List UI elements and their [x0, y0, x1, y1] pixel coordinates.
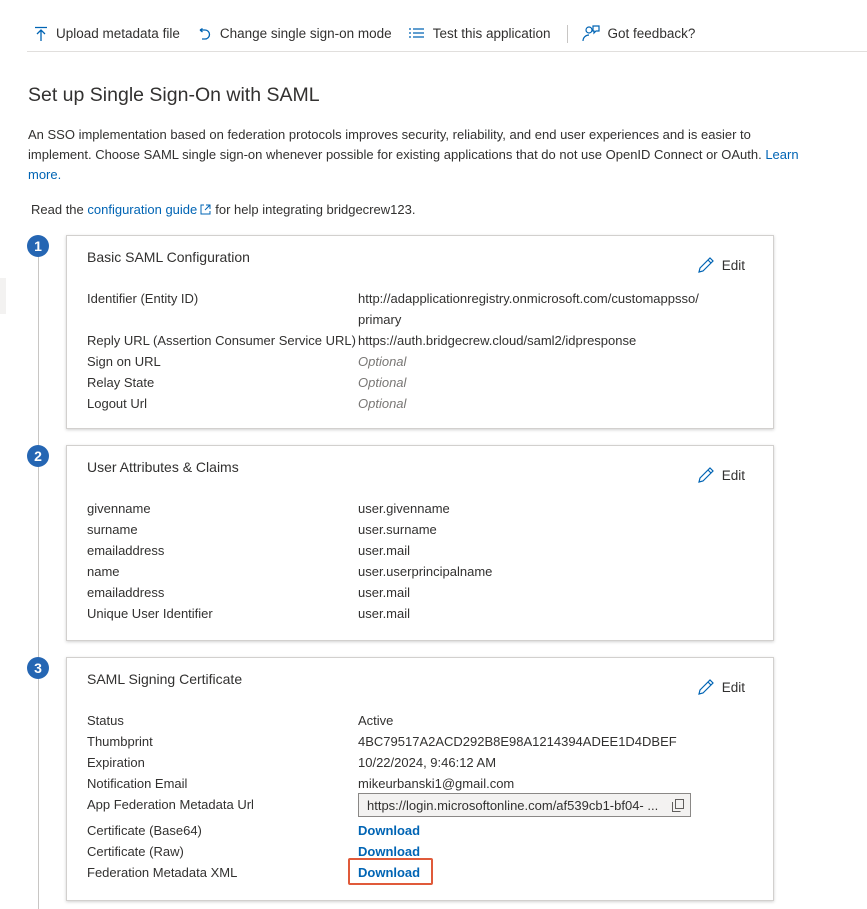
row-value: Optional — [358, 354, 407, 369]
row-value: user.mail — [358, 585, 411, 600]
row-key: Identifier (Entity ID) — [87, 291, 199, 306]
status-value: Active — [358, 713, 394, 728]
guide-text — [31, 202, 415, 217]
upload-icon — [34, 26, 48, 42]
feedback-icon — [582, 25, 600, 42]
table-row — [87, 820, 757, 841]
row-key: surname — [87, 522, 138, 537]
expiration-value: 10/22/2024, 9:46:12 AM — [358, 755, 497, 770]
metadata-url-value: https://login.microsoftonline.com/af539cb1-bf04- ... — [367, 797, 659, 813]
row-key: Certificate (Base64) — [87, 823, 202, 838]
intro-body: An SSO implementation based on federation protocols improves security, reliability, and end user experiences and is easier to implement. Choose SAML single sign-on whenever possible for existing applications that do not use OpenID Connect or OAuth. — [28, 127, 762, 162]
table-row — [87, 794, 757, 820]
row-key: emailaddress — [87, 585, 165, 600]
intro-text — [28, 125, 818, 185]
edit-label: Edit — [721, 257, 745, 273]
download-certificate-base64-link[interactable]: Download — [358, 823, 421, 838]
steps-timeline — [38, 254, 39, 909]
row-value: user.userprincipalname — [358, 564, 493, 579]
pencil-icon — [697, 678, 715, 696]
upload-metadata-button[interactable] — [34, 16, 180, 52]
learn-more-link[interactable]: Learn more. — [28, 147, 799, 182]
download-certificate-raw-link[interactable]: Download — [358, 844, 421, 859]
change-sso-mode-button[interactable] — [196, 16, 392, 52]
row-key: Federation Metadata XML — [87, 865, 238, 880]
row-key: Certificate (Raw) — [87, 844, 184, 859]
row-key: App Federation Metadata Url — [87, 797, 254, 812]
row-value: Optional — [358, 396, 407, 411]
test-application-button[interactable] — [408, 16, 551, 52]
card-title: Basic SAML Configuration — [87, 249, 250, 265]
row-value: user.surname — [358, 522, 437, 537]
row-key: Relay State — [87, 375, 155, 390]
command-bar — [27, 16, 867, 52]
table-row — [87, 731, 757, 752]
row-key: name — [87, 564, 120, 579]
pencil-icon — [697, 256, 715, 274]
guide-suffix: for help integrating bridgecrew123. — [215, 202, 416, 217]
row-value: user.mail — [358, 543, 411, 558]
table-row — [87, 710, 757, 731]
table-row — [87, 773, 757, 794]
table-row — [87, 288, 757, 330]
copy-icon[interactable] — [672, 799, 684, 812]
row-key: Expiration — [87, 755, 145, 770]
external-link-icon — [200, 204, 211, 215]
row-key: Thumbprint — [87, 734, 153, 749]
table-row — [87, 519, 757, 540]
basic-saml-rows — [87, 288, 757, 414]
table-row — [87, 351, 757, 372]
page-title: Set up Single Sign-On with SAML — [28, 84, 320, 106]
pencil-icon — [697, 466, 715, 484]
table-row — [87, 582, 757, 603]
row-value: https://auth.bridgecrew.cloud/saml2/idpresponse — [358, 333, 637, 348]
row-key: givenname — [87, 501, 151, 516]
table-row — [87, 372, 757, 393]
guide-prefix: Read the — [31, 202, 84, 217]
row-value: user.mail — [358, 606, 411, 621]
undo-icon — [196, 26, 212, 42]
step-badge-2: 2 — [27, 445, 49, 467]
table-row — [87, 393, 757, 414]
notification-email-value: mikeurbanski1@gmail.com — [358, 776, 515, 791]
table-row — [87, 498, 757, 519]
test-application-label: Test this application — [432, 26, 551, 41]
edit-user-attributes-button[interactable] — [697, 466, 745, 484]
row-key: Logout Url — [87, 396, 147, 411]
feedback-label: Got feedback? — [607, 26, 696, 41]
table-row — [87, 561, 757, 582]
left-edge-marker — [0, 278, 6, 314]
user-attributes-claims-card — [66, 445, 774, 641]
toolbar-divider — [567, 25, 568, 43]
row-value: user.givenname — [358, 501, 450, 516]
feedback-button[interactable] — [582, 16, 696, 52]
row-key: Sign on URL — [87, 354, 161, 369]
edit-label: Edit — [721, 467, 745, 483]
table-row — [87, 752, 757, 773]
checklist-icon — [408, 27, 425, 41]
configuration-guide-link[interactable]: configuration guide — [87, 202, 198, 217]
table-row — [87, 540, 757, 561]
step-badge-1: 1 — [27, 235, 49, 257]
step-badge-3: 3 — [27, 657, 49, 679]
table-row — [87, 603, 757, 624]
table-row — [87, 330, 757, 351]
row-key: Status — [87, 713, 124, 728]
basic-saml-configuration-card — [66, 235, 774, 429]
user-attributes-rows — [87, 498, 757, 624]
row-value: Optional — [358, 375, 407, 390]
row-key: emailaddress — [87, 543, 165, 558]
upload-metadata-label: Upload metadata file — [56, 26, 180, 41]
row-value: http://adapplicationregistry.onmicrosoft.com/customappsso/primary — [358, 291, 699, 327]
change-sso-mode-label: Change single sign-on mode — [219, 26, 392, 41]
row-key: Notification Email — [87, 776, 188, 791]
edit-basic-saml-button[interactable] — [697, 256, 745, 274]
thumbprint-value: 4BC79517A2ACD292B8E98A1214394ADEE1D4DBEF — [358, 734, 677, 749]
metadata-url-field[interactable] — [358, 793, 691, 817]
edit-label: Edit — [721, 679, 745, 695]
edit-signing-certificate-button[interactable] — [697, 678, 745, 696]
row-key: Reply URL (Assertion Consumer Service URL) — [87, 333, 356, 348]
highlight-box — [348, 858, 433, 885]
row-key: Unique User Identifier — [87, 606, 213, 621]
download-federation-metadata-xml-link[interactable]: Download — [358, 865, 421, 880]
card-title: User Attributes & Claims — [87, 459, 239, 475]
card-title: SAML Signing Certificate — [87, 671, 243, 687]
